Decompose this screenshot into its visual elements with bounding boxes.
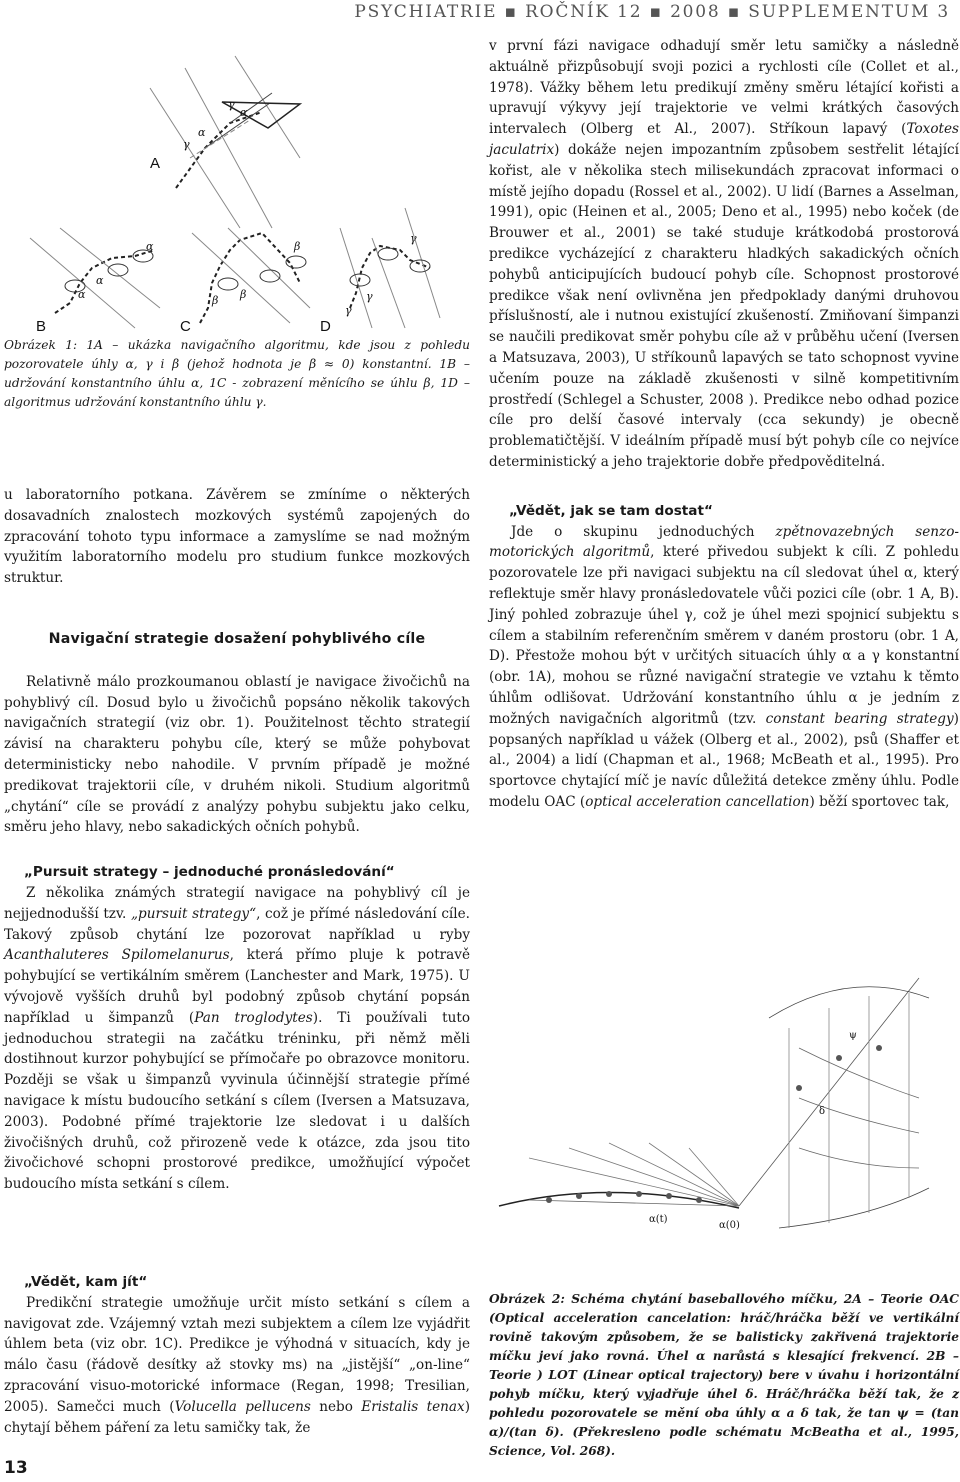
angle-label: α: [78, 288, 86, 301]
angle-label: α: [240, 106, 248, 119]
angle-label: γ: [410, 232, 417, 245]
figure-2-caption: Obrázek 2: Schéma chytání baseballového míčku, 2A – Teorie OAC (Optical acceleration cancelation: hráč/hráčka běží ve vertikální rovině takovým způsobem, že se balisticky zakřivená trajektorie míčku jeví jako rovná. Úhel α narůstá s klesající frekvencí. 2B – Teorie ) LOT (Linear optical trajectory) bere v úvahu i horizontální pohyb míčku, který vyjadřuje úhel δ. Hráč/hráčka běží tak, že z pohledu pozorovatele se mění oba úhly α a δ tak, že tan ψ = (tan α)/(tan δ). (Překresleno podle schématu McBeatha et al., 1995, Science, Vol. 268).: [489, 1292, 959, 1458]
paragraph: Relativně málo prozkoumanou oblastí je navigace živočichů na pohyblivý cíl. Dosud bylo u živočichů popsáno několik takových navigačních strategií (viz obr. 1). Použitelnost těchto strategií závisí na charakteru pohybu cíle, který se může pohybovat deterministicky nebo nahodile. V prvním případě je možné predikovat trajektorii cíle, v druhém nikoli. Studium algoritmů „chytání“ cíle se provádí z analýzy pohybu subjektu jako celku, směru jeho hlavy, nebo sakadických očních pohybů.: [4, 673, 470, 836]
fig2-label-psi: ψ: [849, 1030, 857, 1041]
figure-2-drawing: [489, 938, 959, 1278]
paragraph: Z několika známých strategií navigace na pohyblivý cíl je nejjednodušší tzv. „pursuit strategy“, což je přímé následování cíle. Takový způsob chytání lze pozorovat například u ryby Acanthaluteres Spilomelanurus, která přímo pluje k potravě pohybující se vertikálním směrem (Lanchester and Mark, 1975). U vývojově vyšších druhů byl podobný způsob chytání popsán například u šimpanzů (Pan troglodytes). Ti používali tuto jednoduchou strategii na začátku tréninku, při němž měli dostihnout kurzor pohybující se přímočaře po obrazovce monitoru. Později se však u šimpanzů vyvinula účinnější strategie přímé navigace k místu budoucího setkání s cílem (Iversen a Matsuzava, 2003). Podobné přímé trajektorie lze sledovat i u dalších živočišných druhů, což přirozeně vede k otázce, zda jsou tito živočichové schopni prostorové predikce, umožňující výpočet budoucího místa setkání s cílem.: [4, 884, 470, 1193]
angle-label: γ: [345, 304, 352, 317]
angle-label: α: [146, 240, 154, 253]
running-header: PSYCHIATRIE ▪ ROČNÍK 12 ▪ 2008 ▪ SUPPLEMENTUM 3: [354, 2, 950, 22]
panel-label-b: B: [36, 318, 47, 335]
paragraph: Predikční strategie umožňuje určit místo setkání s cílem a navigovat zde. Vzájemný vztah mezi subjektem a cílem lze vyjádřit úhlem beta (viz obr. 1C). Predikce je výhodná v situacích, kdy je málo času (řádově desítky až stovky ms) na „jistější“ „on-line“ zpracování visuo-motorické informace (Regan, 1998; Tresilian, 2005). Samečci much (Volucella pellucens nebo Eristalis tenax) chytají během páření za letu samičky tak, že: [4, 1294, 470, 1436]
angle-label: γ: [228, 98, 235, 111]
left-column: [4, 336, 470, 412]
angle-label: γ: [183, 138, 190, 151]
figure-2-caption-block: [489, 1290, 959, 1461]
section-heading: Navigační strategie dosažení pohyblivého cíle: [48, 630, 426, 647]
angle-label: β: [240, 288, 247, 301]
figure-2: [489, 938, 959, 1278]
left-column-bottom: [4, 1272, 470, 1438]
page-number: 13: [4, 1458, 28, 1478]
left-column-body: [4, 485, 470, 1195]
fig2-label-delta: δ: [819, 1106, 826, 1117]
panel-label-d: D: [320, 318, 331, 335]
angle-label: α: [198, 126, 206, 139]
angle-label: α: [96, 274, 104, 287]
angle-label: γ: [366, 290, 373, 303]
figure-1-caption: Obrázek 1: 1A – ukázka navigačního algoritmu, kde jsou z pohledu pozorovatele úhly α, γ i β (jehož hodnota je β ≈ 0) konstantní. 1B – udržování konstantního úhlu α, 1C - zobrazení měnícího se úhlu β, 1D – algoritmus udržování konstantního úhlu γ.: [4, 338, 470, 409]
fig2-label-alpha-0: α(0): [719, 1220, 740, 1231]
panel-label-a: A: [150, 155, 161, 172]
paragraph: u laboratorního potkana. Závěrem se zmíníme o některých dosavadních znalostech mozkových systémů zapojených do zpracování tohoto typu informace a zamyslíme se nad možným využitím laboratorního modelu pro studium funkce mozkových struktur.: [4, 487, 470, 587]
subsection-heading: „Vědět, jak se tam dostat“: [509, 502, 713, 519]
subsection-heading: „Pursuit strategy – jednoduché pronásledování“: [24, 864, 395, 881]
paragraph: v první fázi navigace odhadují směr letu samičky a následně aktuálně přizpůsobují svoji pozici a rychlosti cíle (Collet et al., 1978). Vážky během letu predikují změny směru létající kořisti a upravují výkyvy její trajektorie ve velmi krátkých časových intervalech (Olberg et Al., 2007). Stříkoun lapavý (Toxotes jaculatrix) dokáže nejen impozantním způsobem sestřelit létající kořist, ale v několika stech milisekundách zpracovat informaci o místě jejího dopadu (Rossel et al., 2002). U lidí (Barnes a Asselman, 1991), opic (Heinen et al., 2005; Deno et al., 1995) nebo koček (de Brouwer et al., 2001) se také studuje krátkodobá prostorová predikce vycházející z charakteru hladkých sakadických očních pohybů anticipujících budoucí pohyb cíle. Schopnost prostorové predikce však není ovlivněna jen předpoklady danými druhovou příslušností, ale i nutnou existující zkušeností. Zmiňovaní šimpanzi se naučili predikovat směr pohybu cíle až v průběhu učení (Iversen a Matsuzava, 2003), U stříkounů lapavých se tato schopnost vyvine učením pouze na základě zkušenosti v silně kompetitivním prostředí (Schlegel a Schuster, 2008 ). Predikce nebo odhad pozice cíle pro delší časové intervaly (cca sekundy) je obecně problematičtější. V ideálním případě musí být pohyb cíle co nejvíce deterministický a jeho trajektorie dobře předpověditelná.: [489, 38, 959, 470]
panel-label-c: C: [180, 318, 191, 335]
angle-label: β: [294, 240, 301, 253]
right-column: [489, 36, 959, 813]
subsection-heading: „Vědět, kam jít“: [24, 1274, 148, 1290]
figure-1-drawing: [0, 28, 476, 340]
figure-1: [0, 28, 476, 340]
fig2-label-alpha-t: α(t): [649, 1214, 668, 1225]
angle-label: β: [212, 294, 219, 307]
paragraph: Jde o skupinu jednoduchých zpětnovazebných senzo-motorických algoritmů, které přivedou subjekt k cíli. Z pohledu pozorovatele lze při navigaci subjektu na cíl sledovat úhel α, který reflektuje směr hlavy pronásledovatele vůči pozici cíle (obr. 1 A, B). Jiný pohled zobrazuje úhel γ, což je úhel mezi spojnicí subjektu s cílem a stabilním referenčním směrem v daném prostoru (obr. 1 A, D). Přestože mohou být v určitých situacích úhly α a γ konstantní (obr. 1A), mohou se různé navigační strategie ve vztahu k těmto úhlům odlišovat. Udržování konstantního úhlu α je jedním z možných navigačních algoritmů (tzv. constant bearing strategy) popsaných například u vážek (Olberg et al., 2002), psů (Shaffer et al., 2004) a lidí (Chapman et al., 1968; McBeath et al., 1995). Pro sportovce chytající míč je navíc důležitá detekce změny úhlu. Podle modelu OAC (optical acceleration cancellation) běží sportovec tak,: [489, 523, 959, 810]
